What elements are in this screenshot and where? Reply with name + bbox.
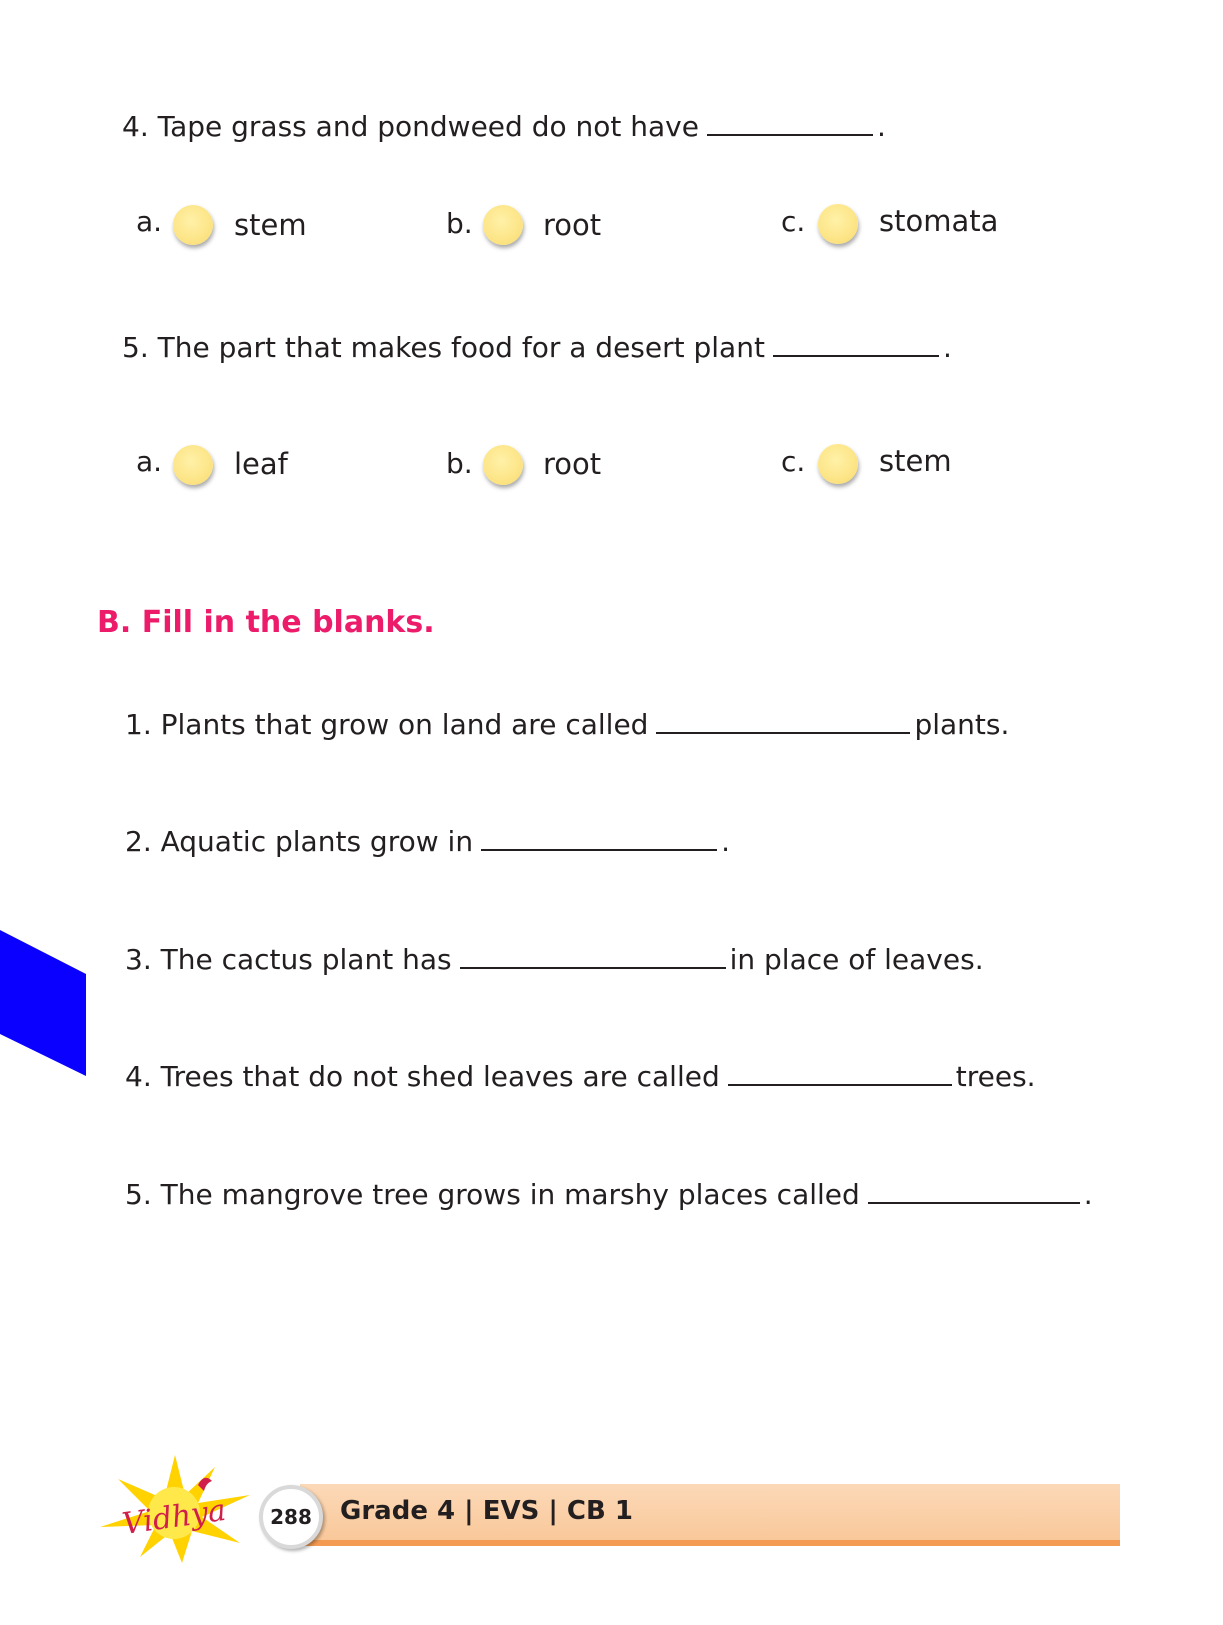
option-c-text: stem <box>879 444 952 478</box>
option-c-text: stomata <box>879 204 999 238</box>
answer-blank[interactable] <box>481 823 717 851</box>
answer-blank[interactable] <box>460 941 726 969</box>
option-a-letter: a. <box>136 445 163 478</box>
answer-blank[interactable] <box>728 1058 952 1086</box>
option-b-bubble[interactable] <box>483 445 523 485</box>
fill-item-text: 1. Plants that grow on land are called <box>125 708 649 741</box>
fill-item-text: 2. Aquatic plants grow in <box>125 825 474 858</box>
option-b-letter: b. <box>446 447 473 480</box>
option-c-bubble[interactable] <box>818 444 858 484</box>
fill-item-suffix: in place of leaves. <box>729 943 984 976</box>
question-5 <box>122 329 952 364</box>
fill-item-3 <box>125 941 984 976</box>
option-c-bubble[interactable] <box>818 204 858 244</box>
option-a-bubble[interactable] <box>173 205 213 245</box>
option-b-letter: b. <box>446 207 473 240</box>
option-c-letter: c. <box>781 445 806 478</box>
answer-blank[interactable] <box>773 329 939 357</box>
section-b-title: B. Fill in the blanks. <box>97 605 435 640</box>
question-4-text: 4. Tape grass and pondweed do not have <box>122 110 699 143</box>
question-4 <box>122 108 886 143</box>
option-b-text: root <box>543 447 602 481</box>
option-b-bubble[interactable] <box>483 205 523 245</box>
question-5-end: . <box>942 331 952 364</box>
answer-blank[interactable] <box>656 706 910 734</box>
fill-item-text: 4. Trees that do not shed leaves are called <box>125 1060 720 1093</box>
fill-item-text: 5. The mangrove tree grows in marshy places called <box>125 1178 860 1211</box>
side-tab-marker <box>0 930 90 1080</box>
fill-item-5 <box>125 1176 1093 1211</box>
fill-item-suffix: . <box>721 825 730 858</box>
fill-item-4 <box>125 1058 1036 1093</box>
option-a-letter: a. <box>136 205 163 238</box>
footer-label: Grade 4 | EVS | CB 1 <box>340 1496 633 1526</box>
fill-item-1 <box>125 706 1009 741</box>
question-5-text: 5. The part that makes food for a desert plant <box>122 331 765 364</box>
option-c-letter: c. <box>781 205 806 238</box>
answer-blank[interactable] <box>707 108 873 136</box>
answer-blank[interactable] <box>868 1176 1080 1204</box>
fill-item-suffix: plants. <box>914 708 1010 741</box>
fill-item-2 <box>125 823 730 858</box>
fill-item-suffix: . <box>1083 1178 1093 1211</box>
option-a-bubble[interactable] <box>173 445 213 485</box>
fill-item-suffix: trees. <box>955 1060 1036 1093</box>
option-b-text: root <box>543 208 602 242</box>
question-4-end: . <box>876 110 886 143</box>
page-number: 288 <box>259 1485 323 1549</box>
logo-text: Vidhya <box>120 1492 229 1543</box>
option-a-text: leaf <box>234 447 288 481</box>
fill-item-text: 3. The cactus plant has <box>125 943 452 976</box>
option-a-text: stem <box>234 208 307 242</box>
